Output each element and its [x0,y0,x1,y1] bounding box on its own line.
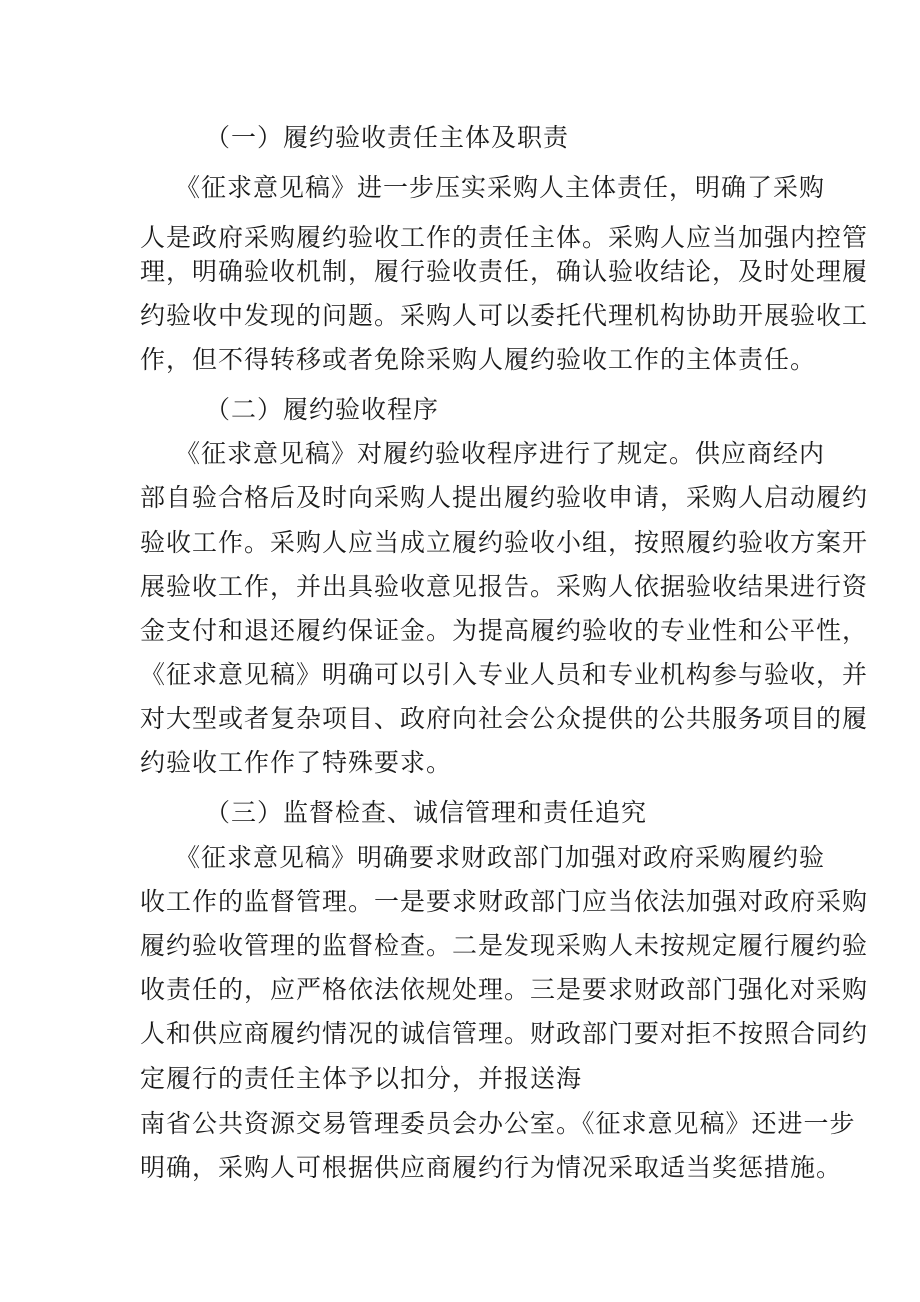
section3-line-6: 定履行的责任主体予以扣分，并报送海 [140,1064,583,1093]
section1-heading: （一）履约验收责任主体及职责 [205,123,570,152]
section3-line-2: 收工作的监督管理。一是要求财政部门应当依法加强对政府采购 [140,887,869,916]
section3-line-8: 明确，采购人可根据供应商履约行为情况采取适当奖惩措施。 [140,1153,843,1182]
section3-heading: （三）监督检查、诚信管理和责任追究 [205,798,648,827]
section2-line-6: 《征求意见稿》明确可以引入专业人员和专业机构参与验收，并 [140,660,869,689]
section3-line-4: 收责任的，应严格依法依规处理。三是要求财政部门强化对采购 [140,975,869,1004]
section1-line-2: 人是政府采购履约验收工作的责任主体。采购人应当加强内控管 [140,223,869,252]
section2-line-7: 对大型或者复杂项目、政府向社会公众提供的公共服务项目的履 [140,704,869,733]
section3-line-5: 人和供应商履约情况的诚信管理。财政部门要对拒不按照合同约 [140,1019,869,1048]
section3-line-3: 履约验收管理的监督检查。二是发现采购人未按规定履行履约验 [140,931,869,960]
section2-line-5: 金支付和退还履约保证金。为提高履约验收的专业性和公平性， [140,616,869,645]
section1-line-3: 理，明确验收机制，履行验收责任，确认验收结论，及时处理履 [140,257,869,286]
section2-line-8: 约验收工作作了特殊要求。 [140,748,453,777]
section1-line-5: 作，但不得转移或者免除采购人履约验收工作的主体责任。 [140,345,817,374]
section2-line-4: 展验收工作，并出具验收意见报告。采购人依据验收结果进行资 [140,572,869,601]
section2-line-1: 《征求意见稿》对履约验收程序进行了规定。供应商经内 [175,439,826,468]
section2-heading: （二）履约验收程序 [205,395,440,424]
section3-line-7: 南省公共资源交易管理委员会办公室。《征求意见稿》还进一步 [140,1109,856,1138]
section1-line-4: 约验收中发现的问题。采购人可以委托代理机构协助开展验收工 [140,301,869,330]
section3-line-1: 《征求意见稿》明确要求财政部门加强对政府采购履约验 [175,843,826,872]
section1-line-1: 《征求意见稿》进一步压实采购人主体责任，明确了采购 [175,173,826,202]
section2-line-3: 验收工作。采购人应当成立履约验收小组，按照履约验收方案开 [140,528,869,557]
section2-line-2: 部自验合格后及时向采购人提出履约验收申请，采购人启动履约 [140,483,869,512]
